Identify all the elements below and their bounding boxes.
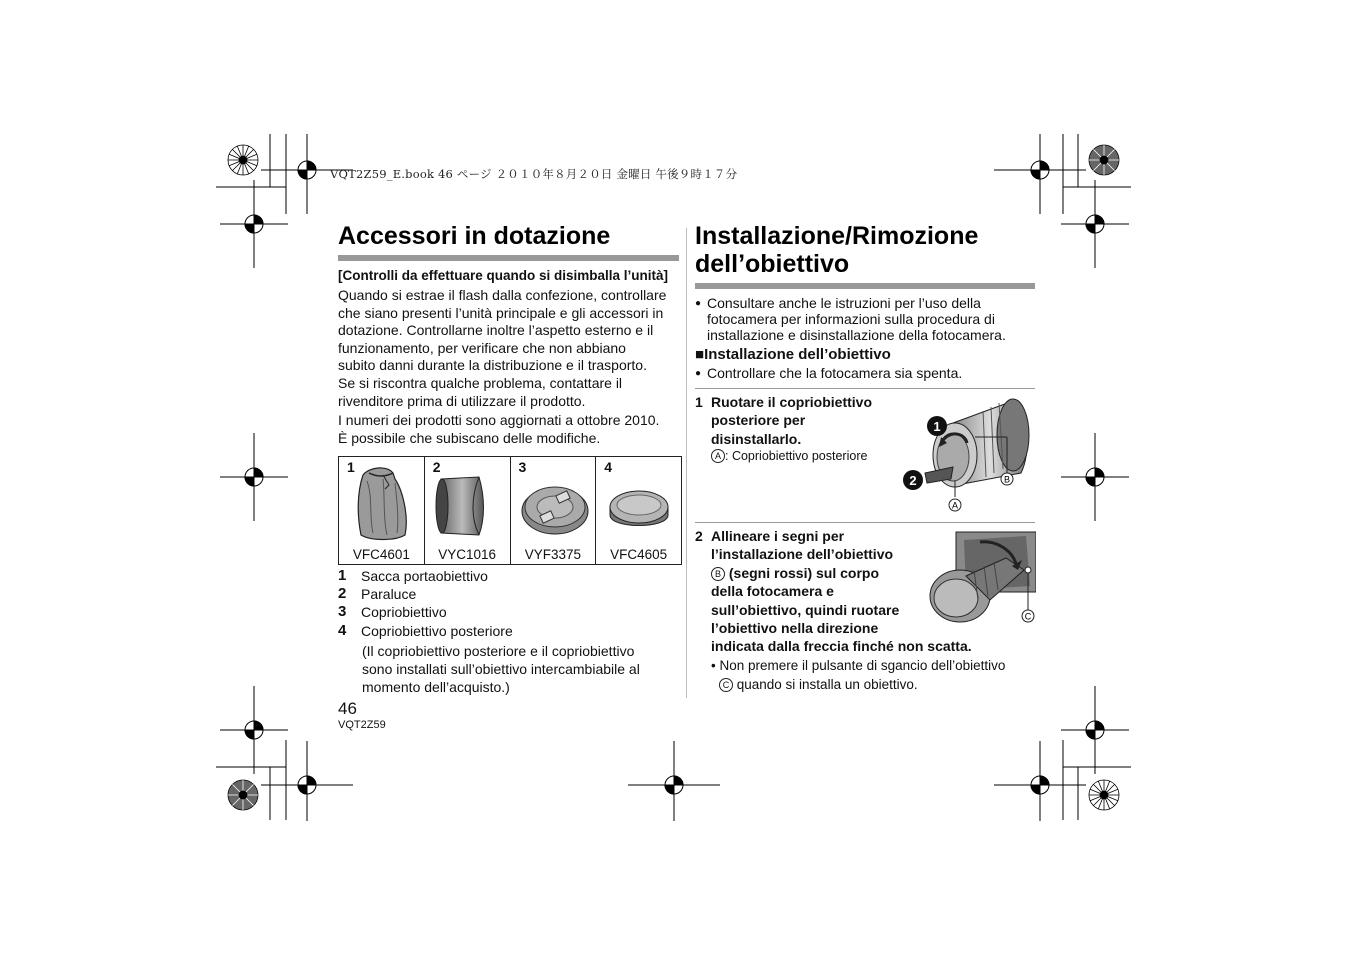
- check-bullet: ● Controllare che la fotocamera sia spenta.: [695, 365, 963, 381]
- intro-bullet: ● Consultare anche le istruzioni per l’uso della fotocamera per informazioni sulla procedura di installazione e disinstallazione della fotocamera.: [695, 295, 1006, 343]
- lens-cap-icon: [511, 457, 597, 547]
- accessory-cell: 4 VFC4605: [596, 457, 681, 564]
- accessory-cell: 1 VFC4601: [339, 457, 425, 564]
- list-item: 1 Sacca portaobiettivo: [338, 567, 488, 584]
- right-title: Installazione/Rimozione dell’obiettivo: [695, 222, 979, 278]
- step-1: 1 Ruotare il copriobiettivo posteriore per disinstallarlo.: [695, 394, 873, 447]
- unpacking-paragraph: Quando si estrae il flash dalla confezione, controllare che siano presenti l’unità principale e gli accessori in dotazione. Controllarne inoltre l’aspetto esterno e il funzionamento, per verificare che non abbiano subito danni durante la distribuzione e il trasporto. Se si riscontra qualche problema, contattare il rivenditore prima di utilizzare il prodotto.: [338, 287, 667, 409]
- step-2: 2 Allineare i segni per l’installazione dell’obiettivo B (segni rossi) sul corpo della fotocamera e sull’obiettivo, quindi ruotare l’obiettivo nella direzione indicata dalla freccia finché non scatta.: [695, 528, 972, 655]
- column-divider: [686, 228, 687, 698]
- lens-mount-illustration: [926, 530, 1036, 630]
- step-1-label: A : Copriobiettivo posteriore: [711, 449, 867, 463]
- left-title: Accessori in dotazione: [338, 222, 611, 250]
- callout-c: C: [1024, 611, 1032, 622]
- accessory-list: [338, 567, 683, 697]
- rear-lens-cap-icon: [596, 457, 682, 547]
- accessory-cell: 3 VYF3375: [511, 457, 597, 564]
- list-item: 4 Copriobiettivo posteriore: [338, 622, 513, 639]
- accessory-cell: 2 VYC1016: [425, 457, 511, 564]
- divider: [695, 522, 1035, 523]
- accessory-note: (Il copriobiettivo posteriore e il copriobiettivo sono installati sull’obiettivo intercambiabile al momento dell’acquisto.): [362, 643, 640, 696]
- lens-bag-icon: [339, 457, 427, 547]
- rear-cap-removal-illustration: [895, 393, 1037, 515]
- divider: [695, 388, 1035, 389]
- lens-hood-icon: [425, 457, 511, 547]
- accessories-table: [338, 456, 682, 565]
- unpacking-subtitle: [Controlli da effettuare quando si disimballa l’unità]: [338, 268, 669, 283]
- page-number: 46: [338, 699, 357, 718]
- list-item: 3 Copriobiettivo: [338, 603, 447, 620]
- section-heading: ■Installazione dell’obiettivo: [695, 346, 891, 363]
- doc-code: VQT2Z59: [338, 719, 386, 731]
- callout-a: A: [951, 500, 959, 511]
- print-header: VQT2Z59_E.book 46 ページ ２０１０年８月２０日 金曜日 午後９時１７分: [330, 167, 738, 181]
- right-title-rule: [695, 283, 1035, 289]
- callout-b: B: [1003, 474, 1011, 485]
- list-item: 2 Paraluce: [338, 585, 417, 602]
- step-2-note: • Non premere il pulsante di sgancio dell’obiettivo C quando si installa un obiettivo.: [711, 658, 1006, 692]
- left-title-rule: [338, 255, 679, 261]
- callout-1: 1: [933, 419, 941, 434]
- product-numbers-note: I numeri dei prodotti sono aggiornati a ottobre 2010. È possibile che subiscano delle modifiche.: [338, 412, 660, 446]
- callout-2: 2: [909, 473, 917, 488]
